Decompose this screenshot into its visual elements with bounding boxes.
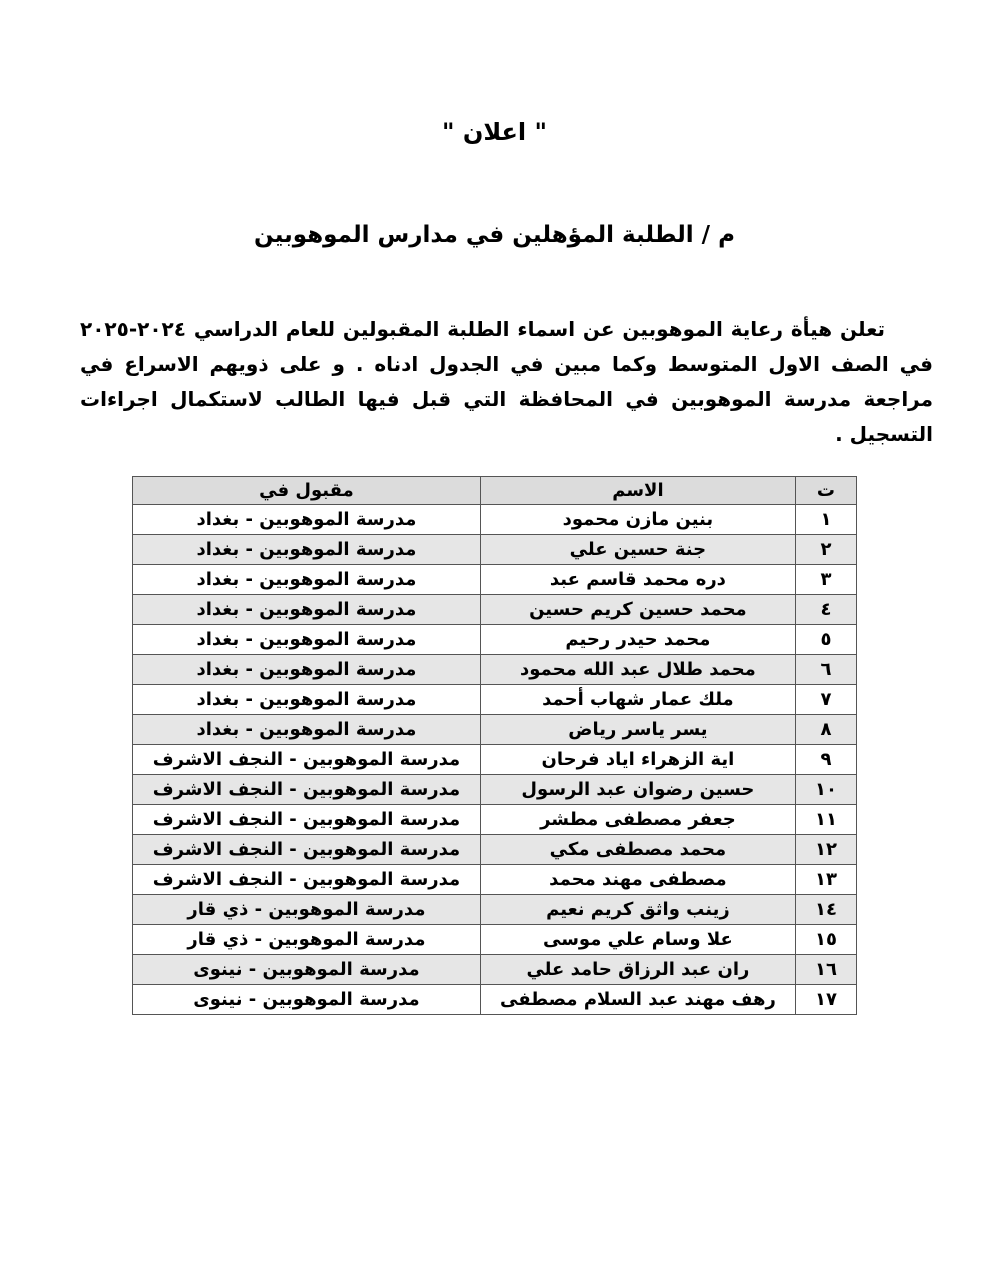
accepted-students-table <box>132 476 857 1015</box>
row-number: ٥ <box>795 625 856 655</box>
header-school: مقبول في <box>133 477 481 505</box>
table-row <box>133 505 857 535</box>
table-row <box>133 805 857 835</box>
table-row <box>133 715 857 745</box>
school-name: مدرسة الموهوبين - بغداد <box>133 685 481 715</box>
school-name: مدرسة الموهوبين - نينوى <box>133 955 481 985</box>
school-name: مدرسة الموهوبين - النجف الاشرف <box>133 745 481 775</box>
school-name: مدرسة الموهوبين - بغداد <box>133 535 481 565</box>
table-row <box>133 595 857 625</box>
student-name: زينب واثق كريم نعيم <box>480 895 795 925</box>
announcement-line-2: الصف الاول المتوسط وكما مبين في الجدول ادناه . و على ذويهم الاسراع في مراجعة <box>80 352 933 411</box>
table-row <box>133 655 857 685</box>
student-name: حسين رضوان عبد الرسول <box>480 775 795 805</box>
school-name: مدرسة الموهوبين - ذي قار <box>133 895 481 925</box>
row-number: ٨ <box>795 715 856 745</box>
row-number: ١ <box>795 505 856 535</box>
student-name: يسر ياسر رياض <box>480 715 795 745</box>
student-name: جعفر مصطفى مطشر <box>480 805 795 835</box>
student-name: محمد مصطفى مكي <box>480 835 795 865</box>
row-number: ٦ <box>795 655 856 685</box>
school-name: مدرسة الموهوبين - بغداد <box>133 595 481 625</box>
page-title: " اعلان " <box>441 118 548 146</box>
row-number: ١١ <box>795 805 856 835</box>
student-name: علا وسام علي موسى <box>480 925 795 955</box>
row-number: ١٣ <box>795 865 856 895</box>
header-number: ت <box>795 477 856 505</box>
table-row <box>133 775 857 805</box>
table-row <box>133 745 857 775</box>
student-name: جنة حسين علي <box>480 535 795 565</box>
announcement-line-1: تعلن هيأة رعاية الموهوبين عن اسماء الطلبة المقبولين للعام الدراسي ٢٠٢٤-٢٠٢٥ في <box>80 317 933 376</box>
header-name: الاسم <box>480 477 795 505</box>
table-header-row <box>133 477 857 505</box>
school-name: مدرسة الموهوبين - نينوى <box>133 985 481 1015</box>
table-row <box>133 835 857 865</box>
school-name: مدرسة الموهوبين - النجف الاشرف <box>133 805 481 835</box>
student-name: دره محمد قاسم عبد <box>480 565 795 595</box>
school-name: مدرسة الموهوبين - النجف الاشرف <box>133 865 481 895</box>
table-row <box>133 865 857 895</box>
school-name: مدرسة الموهوبين - ذي قار <box>133 925 481 955</box>
table-row <box>133 925 857 955</box>
table-row <box>133 985 857 1015</box>
row-number: ١٤ <box>795 895 856 925</box>
student-name: بنين مازن محمود <box>480 505 795 535</box>
announcement-body <box>80 312 933 452</box>
row-number: ٢ <box>795 535 856 565</box>
school-name: مدرسة الموهوبين - بغداد <box>133 565 481 595</box>
student-name: محمد حيدر رحيم <box>480 625 795 655</box>
student-name: اية الزهراء اياد فرحان <box>480 745 795 775</box>
subject-line: م / الطلبة المؤهلين في مدارس الموهوبين <box>254 222 735 248</box>
student-name: محمد حسين كريم حسين <box>480 595 795 625</box>
row-number: ١٦ <box>795 955 856 985</box>
school-name: مدرسة الموهوبين - النجف الاشرف <box>133 775 481 805</box>
student-name: ملك عمار شهاب أحمد <box>480 685 795 715</box>
table-row <box>133 685 857 715</box>
student-name: مصطفى مهند محمد <box>480 865 795 895</box>
student-name: ران عبد الرزاق حامد علي <box>480 955 795 985</box>
row-number: ١٧ <box>795 985 856 1015</box>
table-row <box>133 535 857 565</box>
table-row <box>133 955 857 985</box>
row-number: ١٠ <box>795 775 856 805</box>
school-name: مدرسة الموهوبين - بغداد <box>133 655 481 685</box>
row-number: ٩ <box>795 745 856 775</box>
row-number: ٣ <box>795 565 856 595</box>
school-name: مدرسة الموهوبين - بغداد <box>133 625 481 655</box>
school-name: مدرسة الموهوبين - بغداد <box>133 715 481 745</box>
row-number: ١٥ <box>795 925 856 955</box>
student-name: محمد طلال عبد الله محمود <box>480 655 795 685</box>
table-row <box>133 565 857 595</box>
school-name: مدرسة الموهوبين - النجف الاشرف <box>133 835 481 865</box>
student-name: رهف مهند عبد السلام مصطفى <box>480 985 795 1015</box>
table-row <box>133 895 857 925</box>
row-number: ١٢ <box>795 835 856 865</box>
row-number: ٤ <box>795 595 856 625</box>
announcement-line-3: مدرسة الموهوبين في المحافظة التي قبل فيها الطالب لاستكمال اجراءات التسجيل . <box>80 387 933 446</box>
table-row <box>133 625 857 655</box>
school-name: مدرسة الموهوبين - بغداد <box>133 505 481 535</box>
row-number: ٧ <box>795 685 856 715</box>
